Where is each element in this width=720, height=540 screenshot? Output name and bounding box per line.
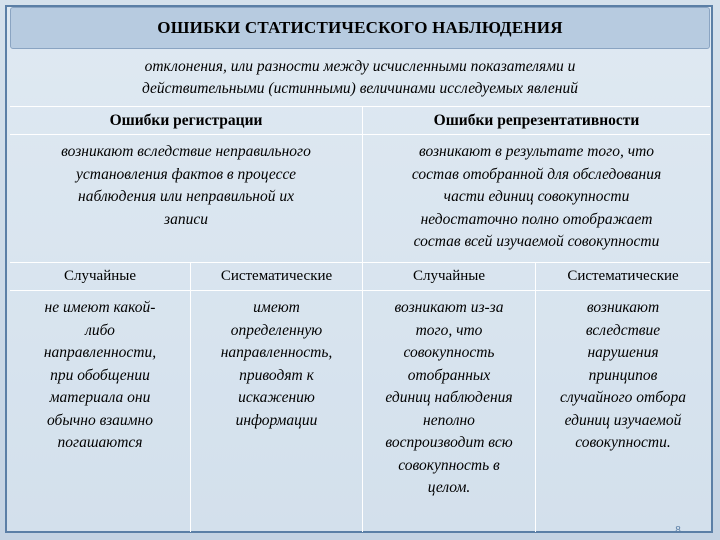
text-line: наблюдения или неправильной их bbox=[78, 188, 294, 205]
text-line: возникают из-за bbox=[394, 299, 504, 316]
text-line: совокупность bbox=[403, 344, 495, 361]
text-line: направленность, bbox=[220, 344, 333, 361]
text-line: возникают в результате того, что bbox=[418, 143, 655, 160]
text-line: недостаточно полно отображает bbox=[420, 210, 653, 228]
divider bbox=[10, 290, 710, 291]
registration-errors-header: Ошибки регистрации bbox=[109, 111, 263, 129]
text-line: приводят к bbox=[239, 366, 314, 384]
registration-random-header: Случайные bbox=[64, 268, 136, 284]
text-line: при обобщении bbox=[50, 366, 150, 384]
representativeness-description bbox=[363, 141, 710, 261]
text-line: обычно взаимно bbox=[47, 411, 153, 429]
text-line: записи bbox=[164, 210, 208, 228]
definition bbox=[12, 52, 708, 104]
registration-random-text bbox=[10, 297, 190, 517]
text-line: материала они bbox=[49, 389, 151, 406]
slide-title: ОШИБКИ СТАТИСТИЧЕСКОГО НАБЛЮДЕНИЯ bbox=[10, 7, 710, 49]
definition-line: действительными (истинными) величинами исследуемых явлений bbox=[142, 80, 578, 97]
text-line: вследствие bbox=[585, 321, 661, 339]
text-line: единиц изучаемой bbox=[564, 411, 682, 429]
representativeness-random-header: Случайные bbox=[413, 268, 485, 284]
text-line: совокупность в bbox=[398, 456, 500, 474]
representativeness-systematic-header: Систематические bbox=[567, 268, 679, 284]
text-line: совокупности. bbox=[575, 434, 671, 451]
definition-line: отклонения, или разности между исчисленными показателями и bbox=[144, 58, 576, 75]
text-line: имеют bbox=[253, 299, 300, 316]
text-line: принципов bbox=[588, 366, 658, 384]
text-line: единиц наблюдения bbox=[385, 389, 513, 406]
text-line: целом. bbox=[427, 479, 471, 496]
text-line: погашаются bbox=[57, 434, 143, 451]
text-line: установления фактов в процессе bbox=[75, 165, 297, 183]
registration-systematic-text bbox=[191, 297, 362, 517]
text-line: состав всей изучаемой совокупности bbox=[413, 233, 660, 250]
representativeness-errors-header: Ошибки репрезентативности bbox=[433, 111, 640, 129]
text-line: неполно bbox=[423, 411, 475, 429]
text-line: определенную bbox=[230, 321, 323, 339]
text-line: возникают вследствие неправильного bbox=[61, 143, 311, 160]
representativeness-random-text bbox=[363, 297, 535, 525]
text-line: возникают bbox=[586, 299, 660, 316]
text-line: искажению bbox=[238, 389, 315, 406]
text-line: части единиц совокупности bbox=[443, 188, 630, 205]
text-line: информации bbox=[235, 411, 318, 429]
page-number: 8 bbox=[675, 525, 681, 536]
text-line: воспроизводит всю bbox=[385, 434, 513, 451]
registration-description bbox=[10, 141, 362, 259]
divider bbox=[10, 134, 710, 135]
text-line: отобранных bbox=[407, 366, 491, 384]
text-line: либо bbox=[85, 321, 115, 339]
text-line: того, что bbox=[415, 321, 483, 339]
text-line: не имеют какой- bbox=[44, 299, 156, 316]
representativeness-systematic-text bbox=[536, 297, 710, 517]
text-line: случайного отбора bbox=[559, 389, 687, 406]
text-line: направленности, bbox=[43, 344, 157, 361]
registration-systematic-header: Систематические bbox=[220, 268, 333, 284]
text-line: состав отобранной для обследования bbox=[411, 165, 662, 183]
text-line: нарушения bbox=[587, 344, 659, 361]
